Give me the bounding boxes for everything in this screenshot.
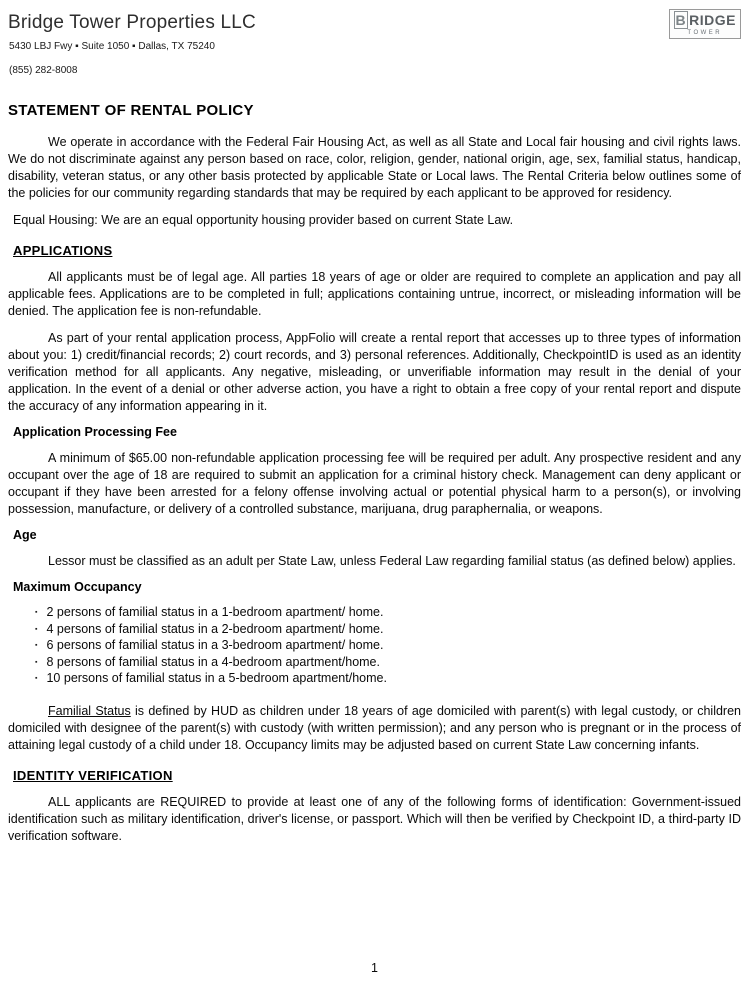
document-header — [8, 8, 741, 76]
logo-ridge-text: RIDGE — [689, 12, 736, 28]
applications-paragraph-2: As part of your rental application process, AppFolio will create a rental report that accesses up to three types of information about you: 1) credit/financial records; 2) court records, and 3) personal references. Additionally, CheckpointID is used as an identity verification method for all applicants. Any negative, misleading, or unverifiable information may result in the denial of your application. In the event of a denial or other adverse action, you have a right to obtain a free copy of your rental report and dispute the accuracy of any information appearing in it. — [8, 331, 741, 413]
identity-verification-heading: IDENTITY VERIFICATION — [13, 767, 173, 783]
applications-paragraph-1: All applicants must be of legal age. All parties 18 years of age or older are required to complete an application and pay all applicable fees. Applications are to be completed in full; applications containing untrue, incorrect, or misleading information will be denied. The application fee is non-refundable. — [8, 270, 741, 318]
list-item: ▪ 10 persons of familial status in a 5-bedroom apartment/home. — [35, 671, 741, 687]
processing-fee-paragraph: A minimum of $65.00 non-refundable application processing fee will be required per adult. Any prospective resident and any occupant over the age of 18 are required to submit an application for a criminal history check. Management can deny applicant or occupant if they have been arrested for a felony offense involving actual or potential physical harm to a person(s), or involving possession, manufacture, or delivery of a controlled substance, marijuana, drug paraphernalia, or weapons. — [8, 451, 741, 516]
list-item: ▪ 6 persons of familial status in a 3-bedroom apartment/ home. — [35, 638, 741, 654]
company-address: 5430 LBJ Fwy ▪ Suite 1050 ▪ Dallas, TX 75240 — [9, 41, 215, 52]
intro-paragraph: We operate in accordance with the Federal Fair Housing Act, as well as all State and Local fair housing and civil rights laws. We do not discriminate against any person based on race, color, religion, gender, national origin, age, sex, familial status, handicap, disability, veteran status, or any other basis protected by applicable State or Local laws. The Rental Criteria below outlines some of the policies for our community regarding standards that may be required by each applicant to be approved for residency. — [8, 135, 741, 200]
page-title: STATEMENT OF RENTAL POLICY — [8, 102, 254, 119]
logo-tower-text: TOWER — [687, 30, 723, 36]
equal-housing-note: Equal Housing: We are an equal opportunity housing provider based on current State Law. — [13, 213, 514, 227]
identity-paragraph: ALL applicants are REQUIRED to provide at least one of any of the following forms of identification: Government-issued identification such as military identification, driver's license, or passport. Which will then be verified by Checkpoint ID, a third-party ID verification software. — [8, 794, 741, 843]
familial-status-term: Familial Status — [48, 703, 131, 718]
familial-status-text: is defined by HUD as children under 18 years of age domiciled with parent(s) with legal custody, or children domiciled with designee of the parent(s) with custody (with written permission); and any person who is pregnant or in the process of attaining legal custody of a child under 18. Occupancy limits may be adjusted based on current State Law concerning infants. — [8, 703, 741, 752]
applications-heading: APPLICATIONS — [13, 243, 113, 258]
company-name: Bridge Tower Properties LLC — [8, 12, 256, 33]
age-paragraph: Lessor must be classified as an adult per State Law, unless Federal Law regarding familial status (as defined below) applies. — [48, 554, 736, 568]
familial-status-paragraph — [8, 703, 741, 754]
list-item: ▪ 8 persons of familial status in a 4-bedroom apartment/home. — [35, 655, 741, 671]
processing-fee-heading: Application Processing Fee — [13, 425, 177, 439]
occupancy-heading: Maximum Occupancy — [13, 580, 142, 594]
occupancy-bullet-list — [8, 605, 741, 687]
company-logo — [669, 9, 741, 39]
list-item: ▪ 2 persons of familial status in a 1-bedroom apartment/ home. — [35, 605, 741, 621]
page-number: 1 — [371, 961, 378, 975]
company-phone: (855) 282-8008 — [9, 65, 78, 76]
company-info — [8, 8, 256, 76]
logo-letter-b: B — [675, 12, 687, 28]
logo-bridge-text — [674, 13, 736, 28]
list-item: ▪ 4 persons of familial status in a 2-bedroom apartment/ home. — [35, 622, 741, 638]
age-heading: Age — [13, 528, 37, 542]
